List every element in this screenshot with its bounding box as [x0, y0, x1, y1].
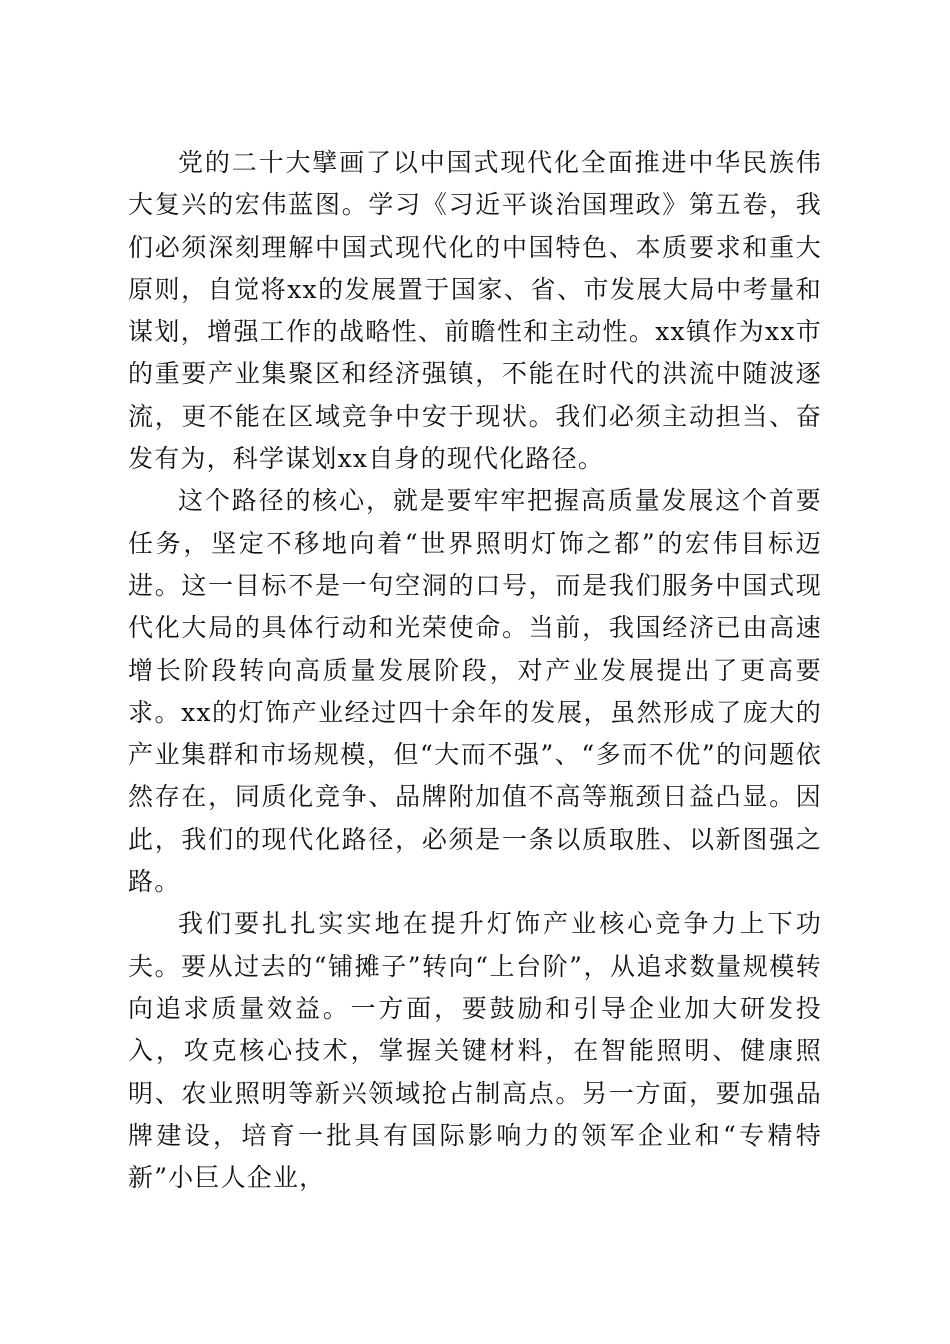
paragraph-2: 这个路径的核心，就是要牢牢把握高质量发展这个首要任务，坚定不移地向着“世界照明灯饰之都”的宏伟目标迈进。这一目标不是一句空洞的口号，而是我们服务中国式现代化大局的具体行动和光荣使命。当前，我国经济已由高速增长阶段转向高质量发展阶段，对产业发展提出了更高要求。xx的灯饰产业经过四十余年的发展，虽然形成了庞大的产业集群和市场规模，但“大而不强”、“多而不优”的问题依然存在，同质化竞争、品牌附加值不高等瓶颈日益凸显。因此，我们的现代化路径，必须是一条以质取胜、以新图强之路。	[128, 486, 822, 897]
paragraph-1: 党的二十大擘画了以中国式现代化全面推进中华民族伟大复兴的宏伟蓝图。学习《习近平谈治国理政》第五卷，我们必须深刻理解中国式现代化的中国特色、本质要求和重大原则，自觉将xx的发展置于国家、省、市发展大局中考量和谋划，增强工作的战略性、前瞻性和主动性。xx镇作为xx市的重要产业集聚区和经济强镇，不能在时代的洪流中随波逐流，更不能在区域竞争中安于现状。我们必须主动担当、奋发有为，科学谋划xx自身的现代化路径。	[128, 148, 822, 474]
document-body	[128, 142, 822, 1199]
paragraph-3: 我们要扎扎实实地在提升灯饰产业核心竞争力上下功夫。要从过去的“铺摊子”转向“上台阶”，从追求数量规模转向追求质量效益。一方面，要鼓励和引导企业加大研发投入，攻克核心技术，掌握关键材料，在智能照明、健康照明、农业照明等新兴领域抢占制高点。另一方面，要加强品牌建设，培育一批具有国际影响力的领军企业和“专精特新”小巨人企业，	[128, 909, 822, 1193]
